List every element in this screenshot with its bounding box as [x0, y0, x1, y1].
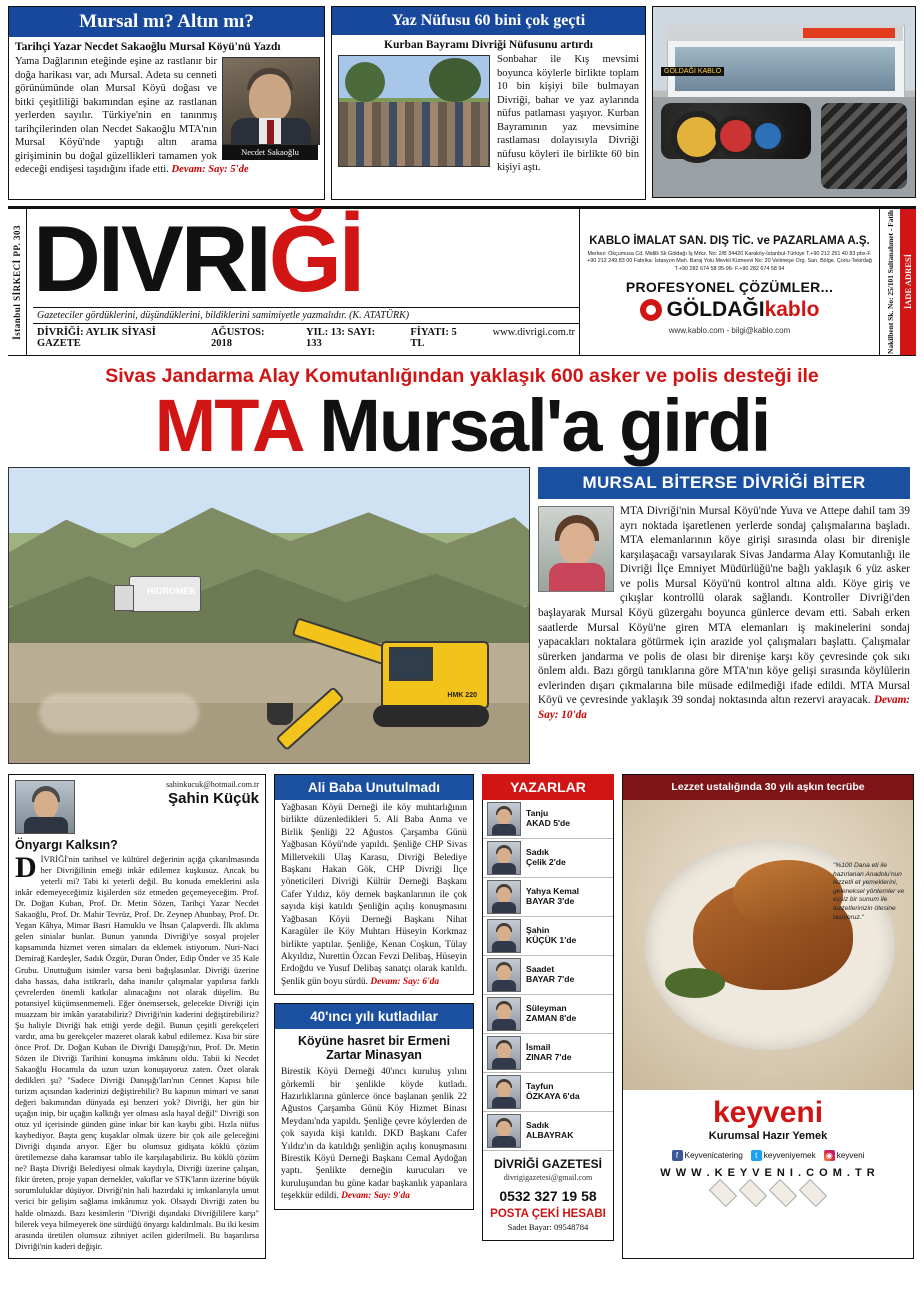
- issue-price: FİYATI: 5 TL: [410, 327, 457, 350]
- author-last-name: Çelik 2'de: [526, 857, 566, 868]
- main-headline: [8, 384, 916, 467]
- ermeni-body: [275, 1064, 473, 1208]
- author-first-name: Sadık: [526, 1120, 549, 1131]
- author-thumb: [487, 958, 521, 992]
- author-last-name: KÜÇÜK 1'de: [526, 935, 577, 946]
- photo-machine-label: HIDROMEK: [147, 586, 196, 597]
- authors-head: YAZARLAR: [482, 774, 614, 800]
- keyveni-subtitle: Kurumsal Hazır Yemek: [708, 1130, 828, 1143]
- opinion-column: [8, 774, 266, 1259]
- list-item[interactable]: [483, 839, 613, 878]
- top-story-nufus: [331, 6, 646, 200]
- top-story-nufus-subhead: Kurban Bayramı Divriği Nüfusunu artırdı: [384, 39, 593, 51]
- author-thumb: [487, 880, 521, 914]
- list-item[interactable]: [483, 800, 613, 839]
- author-first-name: İsmail: [526, 1042, 551, 1053]
- goldagi-logo-icon: [640, 299, 662, 321]
- keyveni-ad[interactable]: [622, 774, 914, 1259]
- bottom-section: [8, 774, 916, 1259]
- facebook-icon: f: [672, 1150, 683, 1161]
- gazette-posta: POSTA ÇEKİ HESABI: [490, 1208, 606, 1221]
- kablo-slogan: PROFESYONEL ÇÖZÜMLER...: [625, 278, 834, 295]
- ermeni-devam: Devam: Say: 9'da: [341, 1191, 410, 1202]
- author-last-name: ZAMAN 8'de: [526, 1013, 577, 1024]
- list-item[interactable]: [483, 956, 613, 995]
- authors-column: [482, 774, 614, 1259]
- paper-logo: [33, 206, 579, 311]
- gazette-phone[interactable]: 0532 327 19 58: [499, 1188, 597, 1205]
- ali-baba-body: [275, 800, 473, 994]
- top-story-mursal: [8, 6, 325, 200]
- headline-rest: Mursal'a girdi: [319, 384, 770, 467]
- author-thumb: [487, 841, 521, 875]
- opinion-author-head: [9, 775, 265, 834]
- photo-caption: Necdet Sakaoğlu: [222, 145, 318, 160]
- top-story-nufus-header: Yaz Nüfusu 60 bini çok geçti: [332, 7, 645, 35]
- ermeni-story: [274, 1003, 474, 1209]
- kablo-company-line: KABLO İMALAT SAN. DIŞ TİC. ve PAZARLAMA A.Ş.: [589, 235, 870, 247]
- author-first-name: Şahin: [526, 925, 550, 936]
- lead-text: MTA Divriği'nin Mursal Köyü'nde Yuva ve Attepe dahil tam 39 ayrı noktada işaretlenen yerlerde sondaj çalışmalarına başladı. MTA elemanlarının köye girişi sırasında olası bir direnişle karşılaşacağı varsayılarak Sivas Jandarma Alay Komutanlığı ile Divriği İlçe Emniyet Müdürlüğü'ne bağlı yaklaşık 6 yüz asker ve polis Mursal Köyü'nü kontrol altına aldı. Köye giriş ve çıkışlar kontrollü olarak sağlandı. Kontroller Divriği'den başlayarak Mursal Köyü güzergahı boyunca günlerce devam etti. Sabah erken saatlerde Mursal Köyü'ne giren MTA elemanları iş makinelerini sondaj yapacakları noktalara götürmek için arazide yol çalışmaları başlattı. Çalışmalar sürerken jandarma ve polis de olası bir direnişe karşı köy çevresinde çok sıkı önlem aldı. Bazı görgü tanıklarına göre MTA'nın köye gelişi sırasında köylülerin evlerinden dışarı çıkmalarına bile müsade edilmediği ifade edildi. MTA Mursal Köyü ve çevresinde yaklaşık 39 sondaj noktasında altın rezervi arayacak.: [538, 505, 910, 707]
- issue-line: [33, 324, 579, 352]
- author-name: Şahin Küçük: [168, 790, 259, 808]
- issue-type: DİVRİĞİ: AYLIK SİYASİ GAZETE: [37, 327, 156, 350]
- goldagi-kablo-ad: [579, 209, 879, 355]
- kablo-addresses: Merkez: Okçumusa Cd. Midilli Sk Göldağı İş Mrkz. No: 2/B 34420 Karaköy-İstanbul-Türkiye T.+90 212 251 40 83 pbx-F. +90 212 249 83 00 Fabrika: İstasyon Mah. Baraj Yolu Mevkii Kümeevi No: 20 Velimeşe Org. San. Bölge. Çorlu-Tekirdağ T.+90 282 674 58 95-96- F.+90 282 674 58 94: [587, 251, 872, 272]
- pp-code: İstanbul SİRKECİ PP. 303: [12, 224, 22, 340]
- lead-devam: Devam: Say: 10'da: [538, 694, 911, 721]
- author-first-name: Tayfun: [526, 1081, 554, 1092]
- diamond-icon: [799, 1179, 827, 1207]
- kablo-brand2: kablo: [764, 297, 820, 321]
- author-first-name: Sadık: [526, 847, 549, 858]
- paper-logo-right: Ğİ: [268, 206, 362, 311]
- masthead-return-label: [900, 209, 916, 355]
- column-dropcap: D: [15, 851, 37, 885]
- author-thumb: [487, 997, 521, 1031]
- instagram-handle[interactable]: ◉ keyveni: [825, 1151, 865, 1161]
- masthead: [8, 206, 916, 356]
- headline-mta: MTA: [154, 384, 301, 467]
- woman-photo: [538, 506, 614, 592]
- author-last-name: ALBAYRAK: [526, 1130, 574, 1141]
- issue-web[interactable]: www.divrigi.com.tr: [492, 327, 575, 339]
- kablo-brand: GÖLDAĞI: [666, 297, 765, 321]
- kablo-web[interactable]: www.kablo.com - bilgi@kablo.com: [668, 325, 791, 335]
- instagram-icon: ◉: [824, 1150, 835, 1161]
- keyveni-website[interactable]: W W W . K E Y V E N I . C O M . T R: [660, 1167, 876, 1180]
- author-email[interactable]: sahinkucuk@hotmail.com.tr: [165, 780, 259, 790]
- ermeni-head: 40'ıncı yılı kutladılar: [275, 1004, 473, 1029]
- ali-baba-head: Ali Baba Unutulmadı: [275, 775, 473, 800]
- necdet-sakaoglu-photo: [222, 57, 318, 160]
- top-story-nufus-text: Sonbahar ile Kış mevsimi boyunca köylerle birlikte toplam 10 bin kişiyi bile bulmayan Divriği, bahar ve yaz aylarında nüfus patlaması yaşıyor. Kurban Bayramının yaz mevsimine rastlaması dolayısıyla Divriği nüfusu köyleri ile birlikte 60 bin kişiyi aştı.: [496, 54, 639, 174]
- keyveni-decor: [623, 1185, 913, 1207]
- keyveni-quote: "%100 Dana eti ile hazırlanan Anadolu'nun lezzetli et yemeklerini, geleneksel yöntemler ve eşsiz bir sunum ile lezzetlerinizin ötesine taşıyoruz.": [833, 862, 905, 921]
- ermeni-text: Birestik Köyü Derneği 40'ıncı kuruluş yılını görkemli bir şenlikle köyde kutladı. Hazırlıklarına günlerce önce başlanan şenlik 22 Ağustos Çarşamba Günü Köy Hizmet Binası Meydanı'nda yapıldı. Şenliğe çevre köylerden de çok sayıda kişi katıldı. DKD Başkanı Cafer Yıldız'ın da katıldığı şenliğin açılış konuşmasını Birestik Köyü Derneği Başkanı Cemal Aydoğan yaptı. Şenlikte derneğin kurucuları ve kuruluşundan bu güne kadar başkanlık yapanlara teşekkür edildi.: [281, 1067, 467, 1202]
- author-first-name: Süleyman: [526, 1003, 567, 1014]
- gazette-mail[interactable]: divrigigazetesi@gmail.com: [503, 1173, 593, 1183]
- top-strip: [0, 0, 924, 200]
- top-story-mursal-body: [9, 55, 324, 181]
- gazette-sadet: Sadet Bayar: 09548784: [507, 1222, 589, 1233]
- excavator-brand-label: HMK 220: [447, 692, 477, 700]
- authors-list: [482, 800, 614, 1241]
- masthead-return-address: [879, 209, 900, 355]
- gazette-title: DİVRİĞİ GAZETESİ: [493, 1157, 602, 1172]
- lead-bluebar: MURSAL BİTERSE DİVRİĞİ BİTER: [538, 467, 910, 499]
- ali-baba-text: Yağbasan Köyü Derneği ile köy muhtarlığının birlikte düzenledikleri 5. Ali Baba Anma ve Birlik Şenliği 22 Ağustos Çarşamba Günü Yağbasan Köyü'nde yapıldı. Şenliğe CHP Sivas Milletvekili Ulaş Karasu, Divriği Belediye Başkanı Hakan Gök, CHP Divriği İlçe yöneticileri Divriği Kültür Derneği Başkanı Cafer Yıldız, köy dernek başkanlarının ile çok sayıda kişi katıldı Şenliğin açılış konuşmasını Yağbasan Köyü Derneği Başkanı Nihat Karagüler ile Köy Muhtarı Hüseyin Korkmaz birlikte yaptılar. Şenliğe, Kenan Coşkun, Tülay Akyıldız, Nurettin Özcan Fevzi Delibaş, Hüseyin Erdoğdu ve Yusuf Delibaş sanatçı olarak katıldı. Şenlik gün boyu sürdü.: [281, 803, 467, 987]
- list-item[interactable]: [483, 878, 613, 917]
- diamond-icon: [739, 1179, 767, 1207]
- return-address-text: Nakilbent Sk. No: 25/101 Sultanahmet - Fatih: [885, 210, 895, 354]
- issue-date: AĞUSTOS: 2018: [210, 327, 265, 350]
- ermeni-subhead: Köyüne hasret bir Ermeni Zartar Minasyan: [297, 1034, 451, 1063]
- author-thumb: [487, 919, 521, 953]
- twitter-icon: t: [751, 1150, 762, 1161]
- top-story-nufus-body: [332, 53, 645, 179]
- keyveni-brand: keyveni: [712, 1096, 824, 1130]
- top-story-mursal-subhead: Tarihçi Yazar Necdet Sakaoğlu Mursal Köyü'nü Yazdı: [15, 41, 281, 53]
- author-thumb: [487, 1114, 521, 1148]
- list-item[interactable]: [483, 1034, 613, 1073]
- list-item[interactable]: [483, 995, 613, 1034]
- return-label-text: İADE ADRESİ: [903, 254, 913, 310]
- author-first-name: Saadet: [526, 964, 555, 975]
- author-thumb: [487, 1036, 521, 1070]
- gazette-contact: [483, 1151, 613, 1240]
- author-first-name: Yahya Kemal: [526, 886, 580, 897]
- author-last-name: ÖZKAYA 6'da: [526, 1091, 580, 1102]
- author-last-name: ZINAR 7'de: [526, 1052, 572, 1063]
- list-item[interactable]: [483, 1073, 613, 1112]
- column-text: İVRİĞİ'nin tarihsel ve kültürel değerinin açığa çıkarılmasında her Divriğilinin emeği inkâr edilemez kuşkusuz. Ancak bu yeterli mi? Tabi ki yeterli değil. Bu konuda emeklerini asla inkâr edemeyeceğimiz kişilerden söz etmeden geçemeyeceğim. Prof. Dr. Doğan Kuban, Prof. Dr. Metin Sözen, Tarihçi Yazar Necdet Sakaoğlu, Prof. Dr. Mahir Tevrüz, Prof. Dr. Zeynep Ahunbay, Prof. Dr. Yegan Kâhya, Mimar Basri Hamuklu ve İhsan Çalapverdi. İlk aklıma gelen sinialar bunlar. Bunun yanında Divriği'ye sosyal projeler kapsamında hizmet veren simaları da eklemek istiyorum. Nuri-Naci Demirağ Kardeşler, Sadık Özgür, Duran Önder, Edip Önder ve 35 Kale Grubu. Unuttuğum isimler varsa beni bağışlasınlar. Divriği üzerine daha hassas, daha istikrarlı, daha inanılır çalışmalar yapılırsa farklı çevrelerden önemli katkılar alınacağını not olarak düşelim. Bu potansiyel küçümsenmemeli. Eğer önemsersek, gelecekte Divriği için muazzam bir imkân yaratabiliriz? Divriği'nin kaderini değiştirebiliriz? Şu haliyle Divriği hak ettiği yerde değil. Bunun çeşitli gerekçeleri vardır, ama bu gerekçeler mazeret olarak kabul edilemez. Kısa bir süre önce Prof. Dr. Doğan Kuban ile Divriği Danışığı'nın, Prof. Dr. Metin Sözen ile Divriği Tarihini konuşma imkânını oldu. Tabii ki Necdet Sakaoğlu Hocamıla da uzun uzun konuşuyoruz zaten. Özet olarak dedikleri şu? "Sadece Divriği Danışığı'ları'nın Cennet Kapısı bile turizm açısından kaderinizi değiştirebilir? Bu kapının mimari ve sanat değeri bakımından dünyada eşi benzeri yok? Divriği, her gün bir uçağın inip, bir uçağın kalktığı yer olması asla hayal değil" Divriği son otuz yıl içerisinde günden güne inkar bir kan kaybı gibi. Hızla nüfus kaybediyor. Başta genç kuşaklar olmak üzere bir çok aile geleceğini Divriği dışında arıyor. Eğer bu olumsuz gidişata köklü çözüm üretilemezse daha karamsar tablo ile karşılaşabiliriz. Bu köklü çözüm ne? Başta Divriği Belediyesi olmak kaydıyla, Divriği üzerine çalışan, fikir üreten, proje yapan dernekler, vakıflar ve STK'ların üzerine büyük sorumluluklar düşüyor. Divriği'nin hali hazırdaki iç imkanlarıyla umut verici bir gelişim sağlama imkânımız yok. Olsaydı Divriği zaten bu halde olmazdı. Bazı kesimlerin "Divriği dışındaki Divriğililere karşı" bilerek veya bilmeyerek öne sürdüğü önyargı kaldırılmalı. Bu iki kesim arasında üretilen olumsuz zihniyet acilen giderilmeli. Bu başarılırsa Divriği'nin kaderi değişir.: [15, 854, 259, 1251]
- excavator: [279, 607, 489, 727]
- column-body: [9, 851, 265, 1258]
- ali-baba-devam: Devam: Say: 6'da: [370, 976, 440, 987]
- top-story-mursal-devam: Devam: Say: 5'de: [171, 164, 249, 176]
- lead-article: [538, 467, 910, 764]
- ad-photo-label: GÖLDAĞI KABLO: [661, 67, 724, 76]
- author-last-name: AKAD 5'de: [526, 818, 571, 829]
- top-story-mursal-text: Yama Dağlarının eteğinde eşine az rastlanır bir doğa harikası var, adı Mursal. Adeta su cenneti görünümünde olan Mursal Köyü doğası ve bitki çeşitliliği bakımından eşine az rastlanan yerlerden sayılır. Türkiye'nin en tanınmış tarihçilerinden olan Necdet Sakaoğlu MTA'nın Mursal Köyü'nde yaptığı altın arama girişiminin bu doğal güzellikleri tamamen yok edeceği endişesi taşıdığını ifade etti.: [15, 56, 217, 176]
- secondary-stories: [274, 774, 474, 1259]
- list-item[interactable]: [483, 917, 613, 956]
- issue-number: YIL: 13: SAYI: 133: [306, 327, 376, 350]
- diamond-icon: [769, 1179, 797, 1207]
- author-first-name: Tanju: [526, 808, 549, 819]
- paper-logo-left: DIVRI: [33, 206, 269, 311]
- twitter-handle[interactable]: t keyveniyemek: [751, 1150, 816, 1161]
- top-story-mursal-header: Mursal mı? Altın mı?: [9, 7, 324, 37]
- facebook-handle[interactable]: f Keyvenicatering: [672, 1150, 743, 1161]
- column-title: Önyargı Kalksın?: [15, 838, 118, 853]
- ali-baba-story: [274, 774, 474, 995]
- masthead-left-stamp: [8, 209, 27, 355]
- bayram-photo: [338, 55, 490, 167]
- author-avatar: [15, 780, 75, 834]
- author-last-name: BAYAR 7'de: [526, 974, 575, 985]
- paper-motto: Gazeteciler gördüklerini, düşündüklerini, bildiklerini samimiyetle yazmalıdır. (K. ATATÜRK): [33, 307, 579, 324]
- lead-body: [538, 504, 910, 722]
- author-thumb: [487, 1075, 521, 1109]
- keyveni-food-photo: [623, 800, 913, 1090]
- excavator-photo: [8, 467, 530, 764]
- main-section: [8, 467, 916, 764]
- author-thumb: [487, 802, 521, 836]
- masthead-nameplate: [27, 206, 579, 355]
- kablo-brand-row: [586, 298, 873, 322]
- diamond-icon: [709, 1179, 737, 1207]
- keyveni-social-row: [623, 1150, 913, 1161]
- keyveni-tagline: Lezzet ustalığında 30 yılı aşkın tecrübe: [623, 775, 913, 800]
- headline-kicker: Sivas Jandarma Alay Komutanlığından yaklaşık 600 asker ve polis desteği ile: [105, 365, 819, 387]
- author-last-name: BAYAR 3'de: [526, 896, 575, 907]
- goldagi-kablo-ad-photo: [652, 6, 916, 200]
- list-item[interactable]: [483, 1112, 613, 1151]
